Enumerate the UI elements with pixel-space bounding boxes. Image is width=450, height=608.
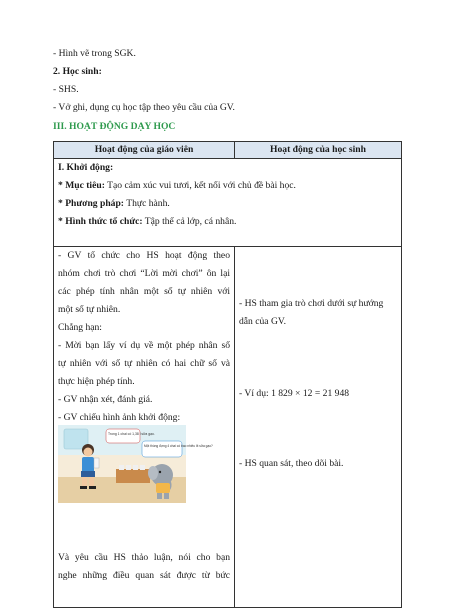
form-line: * Hình thức tổ chức: Tập thể cả lớp, cá nhân.	[58, 216, 237, 227]
method-line: * Phương pháp: Thực hành.	[58, 198, 170, 209]
teacher-line: Chẳng hạn:	[58, 322, 102, 333]
teacher-line: một số tự nhiên.	[58, 304, 121, 315]
warmup-title: I. Khởi động:	[58, 162, 114, 173]
teacher-line: nghe những điều quan sát được từ bức	[58, 570, 230, 581]
teacher-column-header: Hoạt động của giáo viên	[54, 142, 235, 159]
student-column-header: Hoạt động của học sinh	[235, 142, 402, 159]
student-line: - HS tham gia trò chơi dưới sự hướng	[239, 298, 384, 309]
bubble-text-1: Trong 1 chai có 1,38 l sữa gạo.	[108, 432, 155, 436]
section-heading: III. HOẠT ĐỘNG DẠY HỌC	[53, 121, 176, 132]
warmup-section	[54, 159, 402, 247]
student-activities	[235, 247, 402, 608]
student-line: - HS quan sát, theo dõi bài.	[239, 458, 344, 469]
bubble-text-2: Một thùng đựng 4 chai có bao nhiêu lít sữa gạo?	[144, 444, 213, 448]
teacher-line: nhóm chơi trò chơi “Lời mời chơi” ôn lại	[58, 268, 230, 279]
teacher-activities	[54, 247, 235, 608]
teacher-line: các phép tính nhân một số tự nhiên với	[58, 286, 230, 297]
materials-item: - SHS.	[53, 84, 79, 95]
teacher-line: - Mời bạn lấy ví dụ về một phép nhân số	[58, 340, 230, 351]
activity-table	[53, 141, 402, 608]
materials-item: - Hình vẽ trong SGK.	[53, 48, 136, 59]
teacher-line: thực hiện phép tính.	[58, 376, 135, 387]
teacher-line: Và yêu cầu HS thảo luận, nói cho bạn	[58, 552, 230, 563]
warmup-illustration	[58, 425, 213, 503]
student-line: - Ví dụ: 1 829 × 12 = 21 948	[239, 388, 350, 399]
teacher-line: - GV nhận xét, đánh giá.	[58, 394, 153, 405]
teacher-line: tự nhiên với số tự nhiên có hai chữ số và	[58, 358, 230, 369]
materials-item: - Vở ghi, dụng cụ học tập theo yêu cầu của GV.	[53, 102, 235, 113]
teacher-line: - GV tổ chức cho HS hoạt động theo	[58, 250, 230, 261]
goal-line: * Mục tiêu: Tạo cảm xúc vui tươi, kết nối với chủ đề bài học.	[58, 180, 296, 191]
teacher-line: - GV chiếu hình ảnh khởi động:	[58, 412, 181, 423]
students-heading: 2. Học sinh:	[53, 66, 102, 77]
student-line: dẫn của GV.	[239, 316, 286, 327]
